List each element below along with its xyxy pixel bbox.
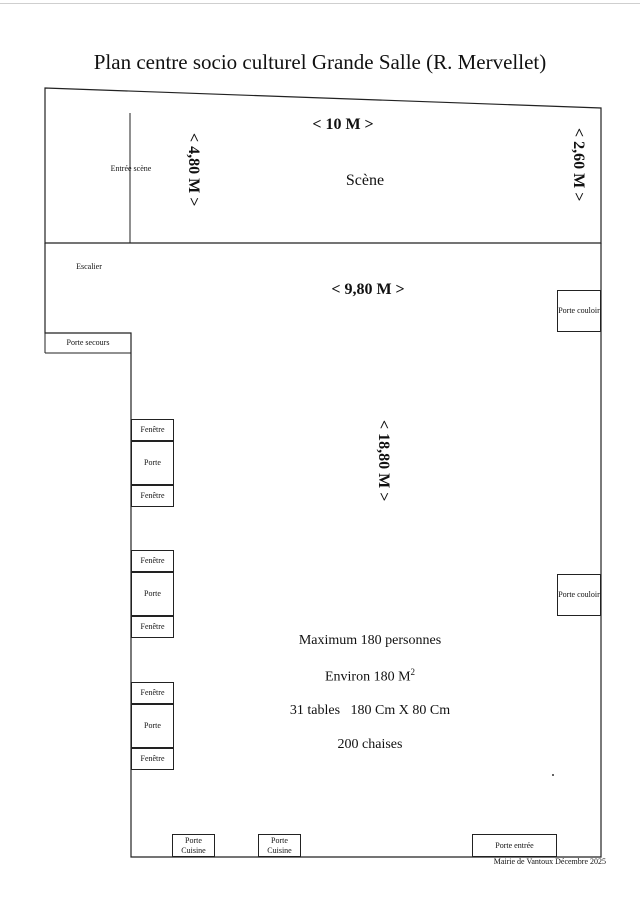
door-label: Porte bbox=[144, 458, 161, 467]
window-label: Fenêtre bbox=[140, 556, 165, 565]
stage-label: Scène bbox=[345, 172, 385, 189]
window bbox=[131, 419, 174, 441]
door bbox=[131, 572, 174, 616]
area-exponent: 2 bbox=[410, 667, 416, 677]
window-label: Fenêtre bbox=[140, 491, 165, 500]
hall-width-dimension: < 9,80 M > bbox=[331, 281, 405, 298]
corridor-door-2-label: Porte couloir bbox=[558, 590, 600, 599]
tables-text: 31 tables 180 Cm X 80 Cm bbox=[289, 703, 451, 718]
kitchen-door-1 bbox=[172, 834, 215, 857]
ink-dot bbox=[552, 774, 554, 776]
stage-depth-left-dimension: < 4,80 M > bbox=[185, 133, 202, 207]
window bbox=[131, 748, 174, 770]
corridor-door-1 bbox=[557, 290, 601, 332]
page-title: Plan centre socio culturel Grande Salle (R. Mervellet) bbox=[93, 50, 547, 74]
window-label: Fenêtre bbox=[140, 622, 165, 631]
door bbox=[131, 704, 174, 748]
chairs-text: 200 chaises bbox=[337, 737, 403, 752]
hall-outline bbox=[45, 243, 601, 857]
door-label: Porte bbox=[144, 721, 161, 730]
corridor-door-2 bbox=[557, 574, 601, 616]
area-value: Environ 180 M bbox=[324, 669, 411, 685]
window-label: Fenêtre bbox=[140, 688, 165, 697]
stage-entrance-label: Entrée scène bbox=[110, 164, 152, 173]
footer-credit: Mairie de Vantoux Décembre 2025 bbox=[493, 857, 606, 866]
corridor-door-1-label: Porte couloir bbox=[558, 306, 600, 315]
entrance-door-label: Porte entrée bbox=[495, 840, 534, 850]
window-label: Fenêtre bbox=[140, 754, 165, 763]
door bbox=[131, 441, 174, 485]
area-text bbox=[200, 667, 540, 686]
kitchen-door-1-label: Porte Cuisine bbox=[181, 835, 206, 855]
emergency-door-label: Porte secours bbox=[66, 338, 110, 347]
capacity-text: Maximum 180 personnes bbox=[298, 633, 442, 648]
stage-width-dimension: < 10 M > bbox=[312, 116, 374, 133]
door-label: Porte bbox=[144, 589, 161, 598]
hall-length-dimension: < 18,80 M > bbox=[375, 420, 392, 502]
window-label: Fenêtre bbox=[140, 425, 165, 434]
stairs-label: Escalier bbox=[76, 262, 102, 271]
kitchen-door-2-label: Porte Cuisine bbox=[267, 835, 292, 855]
kitchen-door-2 bbox=[258, 834, 301, 857]
window bbox=[131, 485, 174, 507]
window bbox=[131, 616, 174, 638]
stage-depth-right-dimension: < 2,60 M > bbox=[570, 128, 587, 202]
entrance-door bbox=[472, 834, 557, 857]
window bbox=[131, 682, 174, 704]
window bbox=[131, 550, 174, 572]
